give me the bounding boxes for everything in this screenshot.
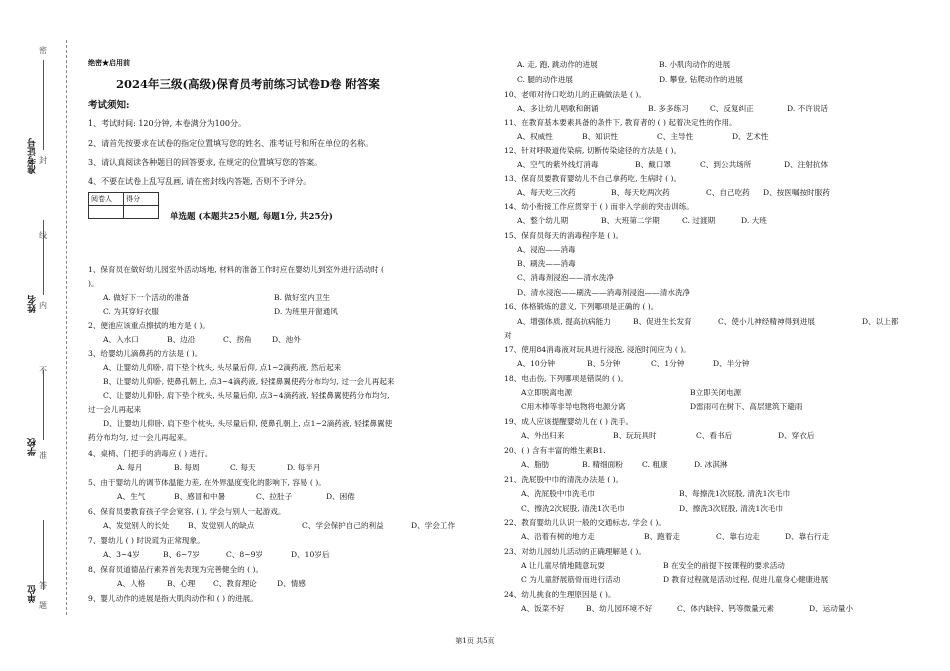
option: B、大班第二学期 <box>601 216 660 225</box>
option: B. 多多练习 <box>648 104 689 113</box>
question-line: 24、幼儿挑食的生理原因是 ( )。 <box>504 590 616 599</box>
secret-mark: 绝密★启用前 <box>88 58 130 67</box>
option: C、擦洗2次屁股, 清洗1次毛巾 <box>521 504 625 513</box>
seal-char: 内 <box>39 301 47 310</box>
option: C. 每天 <box>230 463 256 472</box>
option: A、多让幼儿唱歌和朗诵 <box>517 104 599 113</box>
option: B立即关闭电源 <box>690 388 742 397</box>
notice-item: 1、考试时间: 120分钟, 本卷满分为100分。 <box>88 119 246 128</box>
option: B、让婴幼儿仰卧, 使鼻孔朝上, 点3~4滴药液, 轻揉鼻翼使药分布均匀, 过一会儿再起来 <box>103 377 395 386</box>
option: A、浸泡——消毒 <box>517 245 576 254</box>
option: A. 做好下一个活动的准备 <box>103 293 190 302</box>
question-line: 2、便池应该重点擦拭的地方是 ( )。 <box>88 321 210 330</box>
margin-label-unit: 单位 <box>28 585 38 603</box>
option: D、清水浸泡——刷洗——消毒剂浸泡——清水洗净 <box>517 288 691 297</box>
option: A、权威性 <box>517 132 553 141</box>
page-footer: 第1页 共5页 <box>455 637 495 645</box>
margin-label-exam-number: 准考证号 <box>28 138 38 174</box>
option: B、促进生长发育 <box>633 317 692 326</box>
score-box-score: 得分 <box>124 193 159 206</box>
score-box-reviewer: 阅卷人 <box>89 193 124 206</box>
seal-char: 线 <box>39 231 47 240</box>
option: A、脂肪 <box>521 460 550 469</box>
option: D、情感 <box>277 579 306 588</box>
option: A、空气的紫外线灯消毒 <box>517 160 599 169</box>
option: D、以上都 <box>862 317 899 326</box>
option: C、学会保护自己的利益 <box>302 521 384 530</box>
option: A、洗屁股中巾洗毛巾 <box>521 489 595 498</box>
option: C、消毒剂浸泡——清水洗净 <box>517 273 614 282</box>
option: A、让婴幼儿仰卧, 肩下垫个枕头, 头尽量后仰, 点1~2滴药液, 然后起来 <box>103 363 342 372</box>
question-line: 7、婴幼儿 ( ) 时说谎为正常现象。 <box>88 536 205 545</box>
option: B、每天吃两次药 <box>611 188 670 197</box>
option: D、靠右行走 <box>785 532 830 541</box>
option: A、生气 <box>117 492 146 501</box>
option: D. 冰淇淋 <box>694 460 728 469</box>
option: D、穿衣后 <box>778 431 815 440</box>
option: A、发觉别人的长处 <box>103 521 170 530</box>
option: B、戴口罩 <box>635 160 671 169</box>
option: C. 过渡期 <box>682 216 716 225</box>
seal-dashed-line <box>66 40 67 615</box>
option: B、发觉别人的缺点 <box>188 521 255 530</box>
question-line: 3、给婴幼儿滴鼻药的方法是 ( )。 <box>88 349 203 358</box>
option: D. 每半月 <box>287 463 321 472</box>
option: B. 小肌肉动作的进展 <box>659 60 731 69</box>
question-line: 16、体格锻炼的意义, 下列哪项是正确的 ( )。 <box>504 302 659 311</box>
option: B、刷洗——消毒 <box>517 259 576 268</box>
section-title: 单选题 (本题共25小题, 每题1分, 共25分) <box>170 212 333 222</box>
question-line: 22、教育婴幼儿认识一般的交通标志, 学会 ( )。 <box>504 518 666 527</box>
option: A、人格 <box>117 579 146 588</box>
question-line: 20、( ) 含有丰富的维生素B1. <box>504 446 606 455</box>
option: C、看书后 <box>696 431 733 440</box>
seal-char: 准 <box>39 451 47 460</box>
option: D、让婴幼儿仰卧, 肩下垫个枕头, 头尽量后仰, 使鼻孔朝上, 点1~2滴药液, 轻揉鼻翼使 <box>103 419 393 428</box>
seal-char: 密 <box>39 46 47 55</box>
option: A、增强体质, 提高抗病能力 <box>517 317 611 326</box>
option: B、心理 <box>167 579 196 588</box>
notice-item: 2、请首先按要求在试卷的指定位置填写您的姓名、准考证号和所在单位的名称。 <box>88 139 374 148</box>
score-box-cell[interactable] <box>89 206 124 219</box>
option: A、10分钟 <box>517 359 555 368</box>
question-line: 6、保育员要教育孩子学会宽容, ( ), 学会与别人一起游戏。 <box>88 507 286 516</box>
score-box-cell[interactable] <box>124 206 159 219</box>
question-line: 21、洗屁股中巾的清洗办法是 ( )。 <box>504 475 624 484</box>
option: D、注射抗体 <box>784 160 829 169</box>
option: A. 每月 <box>117 463 143 472</box>
option: D雷雨可在树下、高层建筑下避雨 <box>690 402 803 411</box>
option: B、知识性 <box>582 132 618 141</box>
question-line: 14、幼小衔接工作应贯穿于 ( ) 而非入学前的突击训练。 <box>504 202 694 211</box>
option: D、按医嘱按时服药 <box>763 188 830 197</box>
question-line: 8、保育员道德品行素养首先表现为完善健全的 ( )。 <box>88 565 264 574</box>
option: A、饭菜不好 <box>521 604 565 613</box>
option: B. 做好室内卫生 <box>274 293 330 302</box>
notice-item: 4、不要在试卷上乱写乱画, 请在密封线内答题, 否则不予评分。 <box>88 177 312 186</box>
question-line: 11、在教育基本要素具备的条件下, 教育者的 ( ) 起着决定性的作用。 <box>504 118 737 127</box>
option: C、自己吃药 <box>706 188 750 197</box>
question-line: 12、针对呼吸道传染病, 切断传染途径的方法是 ( )。 <box>504 146 682 155</box>
option: C. 腿的动作进展 <box>517 75 573 84</box>
option: D、池外 <box>272 335 301 344</box>
option: B 在安全的前提下按课程的要求活动 <box>663 561 785 570</box>
question-line: 10、老师对待口吃幼儿的正确做法是 ( )。 <box>504 90 646 99</box>
question-line: )。 <box>88 279 99 288</box>
question-line: 9、婴儿动作的进展是指大肌肉动作和 ( ) 的进展。 <box>88 594 258 603</box>
option: C、靠右边走 <box>716 532 760 541</box>
option: C、使小儿神经精神得到进展 <box>718 317 815 326</box>
score-box <box>88 192 159 219</box>
seal-char: 封 <box>39 156 47 165</box>
option: C、1分钟 <box>651 359 685 368</box>
option-continued: 对 <box>504 331 512 340</box>
question-line: 15、保育员每天的消毒程序是 ( )。 <box>504 231 624 240</box>
option: C. 为其穿好衣服 <box>103 307 159 316</box>
margin-label-name: 姓名 <box>28 295 38 313</box>
option: C、反复纠正 <box>710 104 754 113</box>
option: D、10岁后 <box>291 550 330 559</box>
option: B. 每周 <box>174 463 200 472</box>
option: D、学会工作 <box>411 521 456 530</box>
option: C 为儿童舒展筋骨而进行活动 <box>521 575 621 584</box>
option: C. 粗康 <box>642 460 668 469</box>
option-continued: 药分布均匀, 过一会儿再起来。 <box>88 433 192 442</box>
option: C、8~9岁 <box>226 550 264 559</box>
notice-item: 3、请认真阅读各种题目的回答要求, 在规定的位置填写您的答案。 <box>88 158 323 167</box>
question-line: 17、使用84消毒液对玩具进行浸泡, 浸泡时间应为 ( )。 <box>504 345 691 354</box>
exam-title: 2024年三级(高级)保育员考前练习试卷D卷 附答案 <box>116 77 380 91</box>
question-line: 19、成人应该提醒婴幼儿在 ( ) 洗手。 <box>504 417 634 426</box>
option: D、艺术性 <box>732 132 769 141</box>
option: A立即脱离电源 <box>521 388 573 397</box>
option: B. 精细面粉 <box>582 460 623 469</box>
option: C、教育理论 <box>213 579 257 588</box>
option: C用木棒等非导电物将电源分离 <box>521 402 626 411</box>
option: B、每擦洗1次屁股, 清洗1次毛巾 <box>679 489 791 498</box>
option: A、外出归来 <box>521 431 565 440</box>
option: B、5分钟 <box>587 359 621 368</box>
option: D、困倦 <box>326 492 355 501</box>
binding-margin <box>0 40 80 620</box>
option: A、沿着有树的地方走 <box>521 532 595 541</box>
option: B、幼儿园环境不好 <box>586 604 653 613</box>
option: D、擦洗3次屁股, 清洗1次毛巾 <box>679 504 784 513</box>
question-line: 4、桌椅、门把手的消毒应 ( ) 进行。 <box>88 449 213 458</box>
option: D. 不许说话 <box>787 104 829 113</box>
option-continued: 过一会儿再起来 <box>88 405 142 414</box>
option: C、体内缺锌、钙等微量元素 <box>677 604 774 613</box>
option: D. 大班 <box>741 216 767 225</box>
question-line: 23、对幼儿园幼儿活动的正确理解是 ( )。 <box>504 547 646 556</box>
option: A、3~4岁 <box>103 550 140 559</box>
option: D、半分钟 <box>713 359 750 368</box>
option: D、运动量小 <box>809 604 854 613</box>
option: D. 攀登, 钻爬动作的进展 <box>659 75 743 84</box>
option: C、拐角 <box>223 335 252 344</box>
margin-label-school: 学校 <box>28 438 38 456</box>
seal-char: 答 <box>39 581 47 590</box>
seal-char: 不 <box>39 366 47 375</box>
blank-line-exam-number <box>43 60 45 150</box>
option: A、整个幼儿期 <box>517 216 569 225</box>
option: D 教育过程就是活动过程, 促进儿童身心健康进展 <box>663 575 829 584</box>
option: D. 为班里开窗通风 <box>274 307 338 316</box>
question-line: 18、电击伤, 下列哪项是错误的 ( )。 <box>504 374 628 383</box>
option: B、边沿 <box>167 335 196 344</box>
option: C、到公共场所 <box>700 160 752 169</box>
option: A、每天吃三次药 <box>517 188 576 197</box>
question-line: 13、保育员要教育婴幼儿不自己拿药吃, 生病时 ( )。 <box>504 174 682 183</box>
option: B、感冒和中暑 <box>174 492 226 501</box>
option: C、拉肚子 <box>256 492 293 501</box>
option: B、6~7岁 <box>163 550 200 559</box>
option: C、主导性 <box>657 132 694 141</box>
blank-line-school <box>43 370 45 440</box>
notice-heading: 考试须知: <box>88 100 130 111</box>
option: C、让婴幼儿仰卧, 肩下垫个枕头, 头尽量后仰, 点3~4滴药液, 轻揉鼻翼使药分布均匀, <box>103 391 390 400</box>
question-line: 1、保育员在做好幼儿园室外活动场地, 材料的准备工作时应在婴幼儿到室外进行活动时 ( <box>88 265 384 274</box>
option: A. 走, 跑, 跳动作的进展 <box>517 60 598 69</box>
option: A、入水口 <box>103 335 139 344</box>
seal-char: 题 <box>39 601 47 610</box>
question-line: 5、由于婴幼儿的调节体温能力差, 在外界温度变化的影响下, 容易 ( )。 <box>88 478 326 487</box>
option: B、玩玩具时 <box>613 431 657 440</box>
option: A 让儿童尽情地随意玩耍 <box>521 561 605 570</box>
option: B、跑着走 <box>644 532 680 541</box>
